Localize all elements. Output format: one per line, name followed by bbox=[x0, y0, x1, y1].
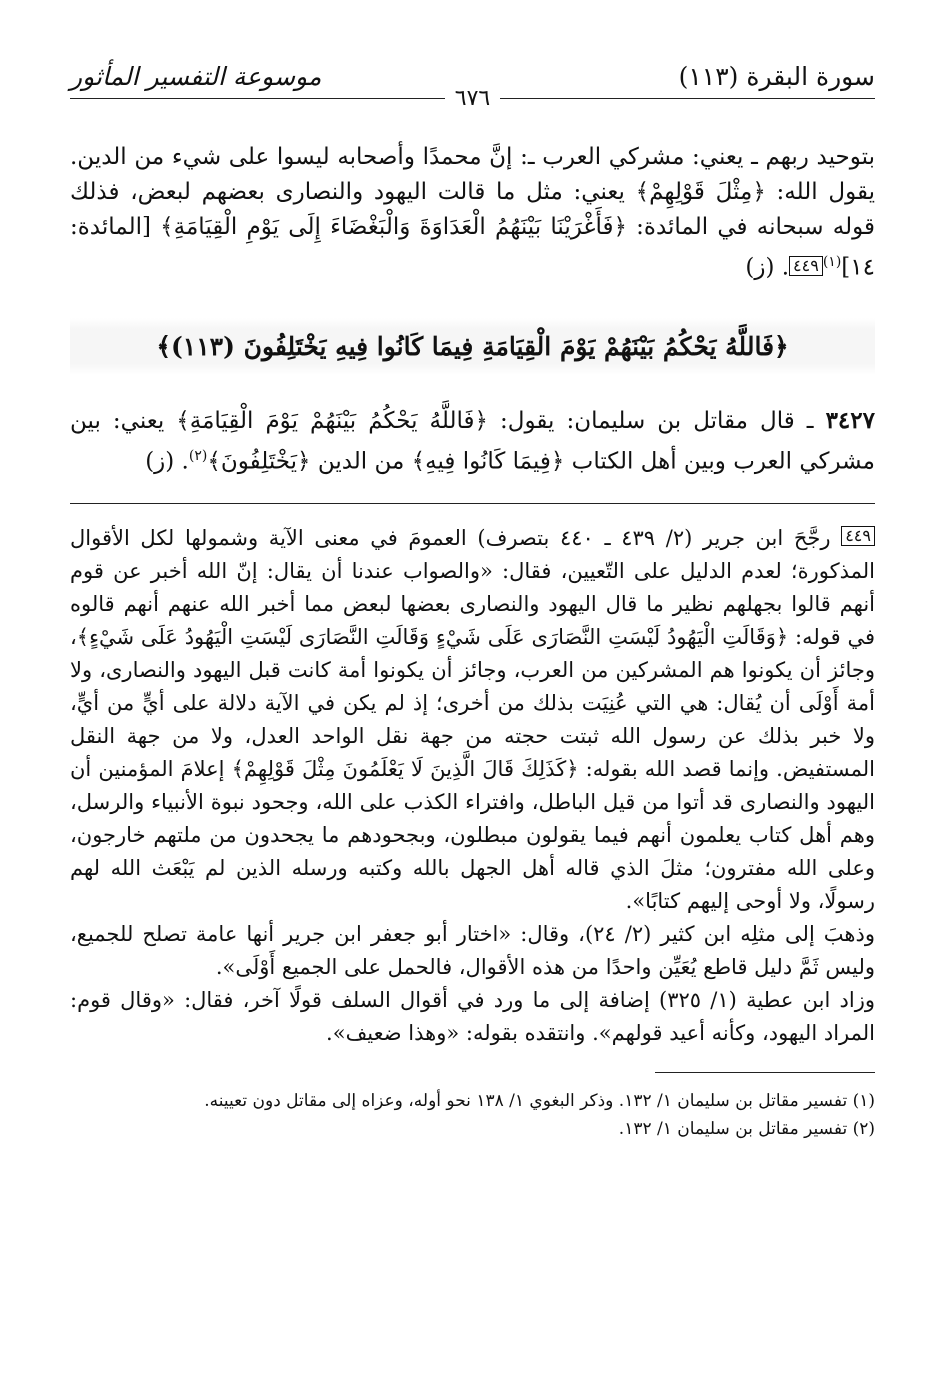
entry-number: ٣٤٢٧ bbox=[825, 406, 875, 434]
commentary-paragraph-3: وزاد ابن عطية (١/ ٣٢٥) إضافة إلى ما ورد في أقوال السلف قولًا آخر، فقال: «وقال قوم: المراد اليهود، وكأنه أعيد قولهم». وانتقده بقوله: «وهذا ضعيف». bbox=[70, 988, 875, 1046]
commentary-text-1: رجَّحَ ابن جرير (٢/ ٤٣٩ ـ ٤٤٠ بتصرف) العمومَ في معنى الآية وشمولها لكل الأقوال المذكورة؛ لعدم الدليل على التّعيين، فقال: «والصواب عندنا أن يقال: إنّ الله أخبر عن قوم أنهم قالوا بجهلهم نظير ما قال اليهود والنصارى بعضها لبعض مما أخبر الله عنهم أنهم قالوه في قوله: ﴿وَقَالَتِ الْيَهُودُ لَيْسَتِ النَّصَارَى عَلَى شَيْءٍ وَقَالَتِ النَّصَارَى لَيْسَتِ الْيَهُودُ عَلَى شَيْءٍ﴾، وجائز أن يكونوا هم المشركين من العرب، وجائز أن يكونوا أمة كانت قبل اليهود والنصارى، ولا أمة أَوْلَى أن يُقال: هي التي عُنِيَت بذلك من أخرى؛ إذ لم يكن في الآية دلالة على أيٍّ من أيٍّ، ولا خبر بذلك عن رسول الله ثبتت حجته من جهة نقل الواحد العدل، ولا من جهة النقل المستفيض. وإنما قصد الله بقوله: ﴿كَذَلِكَ قَالَ الَّذِينَ لَا يَعْلَمُونَ مِثْلَ قَوْلِهِمْ﴾ إعلامَ المؤمنين أن اليهود والنصارى قد أتوا من قيل الباطل، وافتراء الكذب على الله، وجحود نبوة الأنبياء والرسل، وهم أهل كتاب يعلمون أنهم فيما يقولون مبطلون، وبجحودهم ما يجحدون من ملتهم خارجون، وعلى الله مفترون؛ مثلَ الذي قاله أهل الجهل بالله وكتبه ورسله الذين لم يَبْعَث الله لهم رسولًا، ولا أوحى إليهم كتابًا». bbox=[70, 526, 875, 914]
page-number-wrap bbox=[70, 86, 875, 111]
commentary-ref-label: ٤٤٩ bbox=[841, 526, 875, 546]
commentary-divider bbox=[70, 503, 875, 504]
surah-title: سورة البقرة (١١٣) bbox=[678, 62, 875, 91]
commentary-paragraph-1 bbox=[70, 522, 875, 918]
page-header bbox=[70, 58, 875, 120]
book-title: موسوعة التفسير المأثور bbox=[70, 62, 322, 91]
entry-end: . (ز) bbox=[145, 448, 189, 475]
intro-text: بتوحيد ربهم ـ يعني: مشركي العرب ـ: إنَّ محمدًا وأصحابه ليسوا على شيء من الدين. يقول الله: ﴿مِثْلَ قَوْلِهِمْ﴾ يعني: مثل ما قالت اليهود والنصارى بعضهم لبعض، فذلك قوله سبحانه في المائدة: ﴿فَأَغْرَيْنَا بَيْنَهُمُ الْعَدَاوَةَ وَالْبَغْضَاءَ إِلَى يَوْمِ الْقِيَامَةِ﴾ [المائدة: ١٤] bbox=[70, 144, 875, 281]
footnote-2: (٢) تفسير مقاتل بن سليمان ١/ ١٣٢. bbox=[618, 1119, 875, 1140]
commentary-paragraph-2: وذهبَ إلى مثلِه ابن كثير (٢/ ٢٤)، وقال: «اختار أبو جعفر ابن جرير أنها عامة تصلح للجميع، وليس ثَمَّ دليل قاطع يُعَيِّن واحدًا من هذه الأقوال، فالحمل على الجميع أَوْلَى». bbox=[70, 922, 875, 980]
commentary-ref-box[interactable]: ٤٤٩ bbox=[789, 256, 823, 276]
footnotes bbox=[70, 1087, 875, 1143]
intro-paragraph bbox=[70, 140, 875, 286]
footnote-marker-2[interactable]: (٢) bbox=[188, 447, 208, 464]
book-page bbox=[70, 58, 875, 1143]
entry-text: ـ قال مقاتل بن سليمان: يقول: ﴿فَاللَّهُ يَحْكُمُ بَيْنَهُمْ يَوْمَ الْقِيَامَةِ﴾ يعني: بين مشركي العرب وبين أهل الكتاب ﴿فِيمَا كَانُوا فِيهِ﴾ من الدين ﴿يَخْتَلِفُونَ﴾ bbox=[70, 407, 875, 475]
footnote-rule bbox=[655, 1072, 875, 1073]
footnote-1: (١) تفسير مقاتل بن سليمان ١/ ١٣٢. وذكر البغوي ١/ ١٣٨ نحو أوله، وعزاه إلى مقاتل دون تعيينه. bbox=[204, 1091, 875, 1112]
entry-paragraph bbox=[70, 403, 875, 480]
intro-end: . (ز) bbox=[745, 254, 790, 281]
quran-verse: ﴿فَاللَّهُ يَحْكُمُ بَيْنَهُمْ يَوْمَ الْقِيَامَةِ فِيمَا كَانُوا فِيهِ يَخْتَلِفُونَ (١١٣)﴾ bbox=[70, 318, 875, 375]
page-number: ٦٧٦ bbox=[445, 86, 500, 111]
footnote-marker-1[interactable]: (١) bbox=[822, 254, 842, 270]
